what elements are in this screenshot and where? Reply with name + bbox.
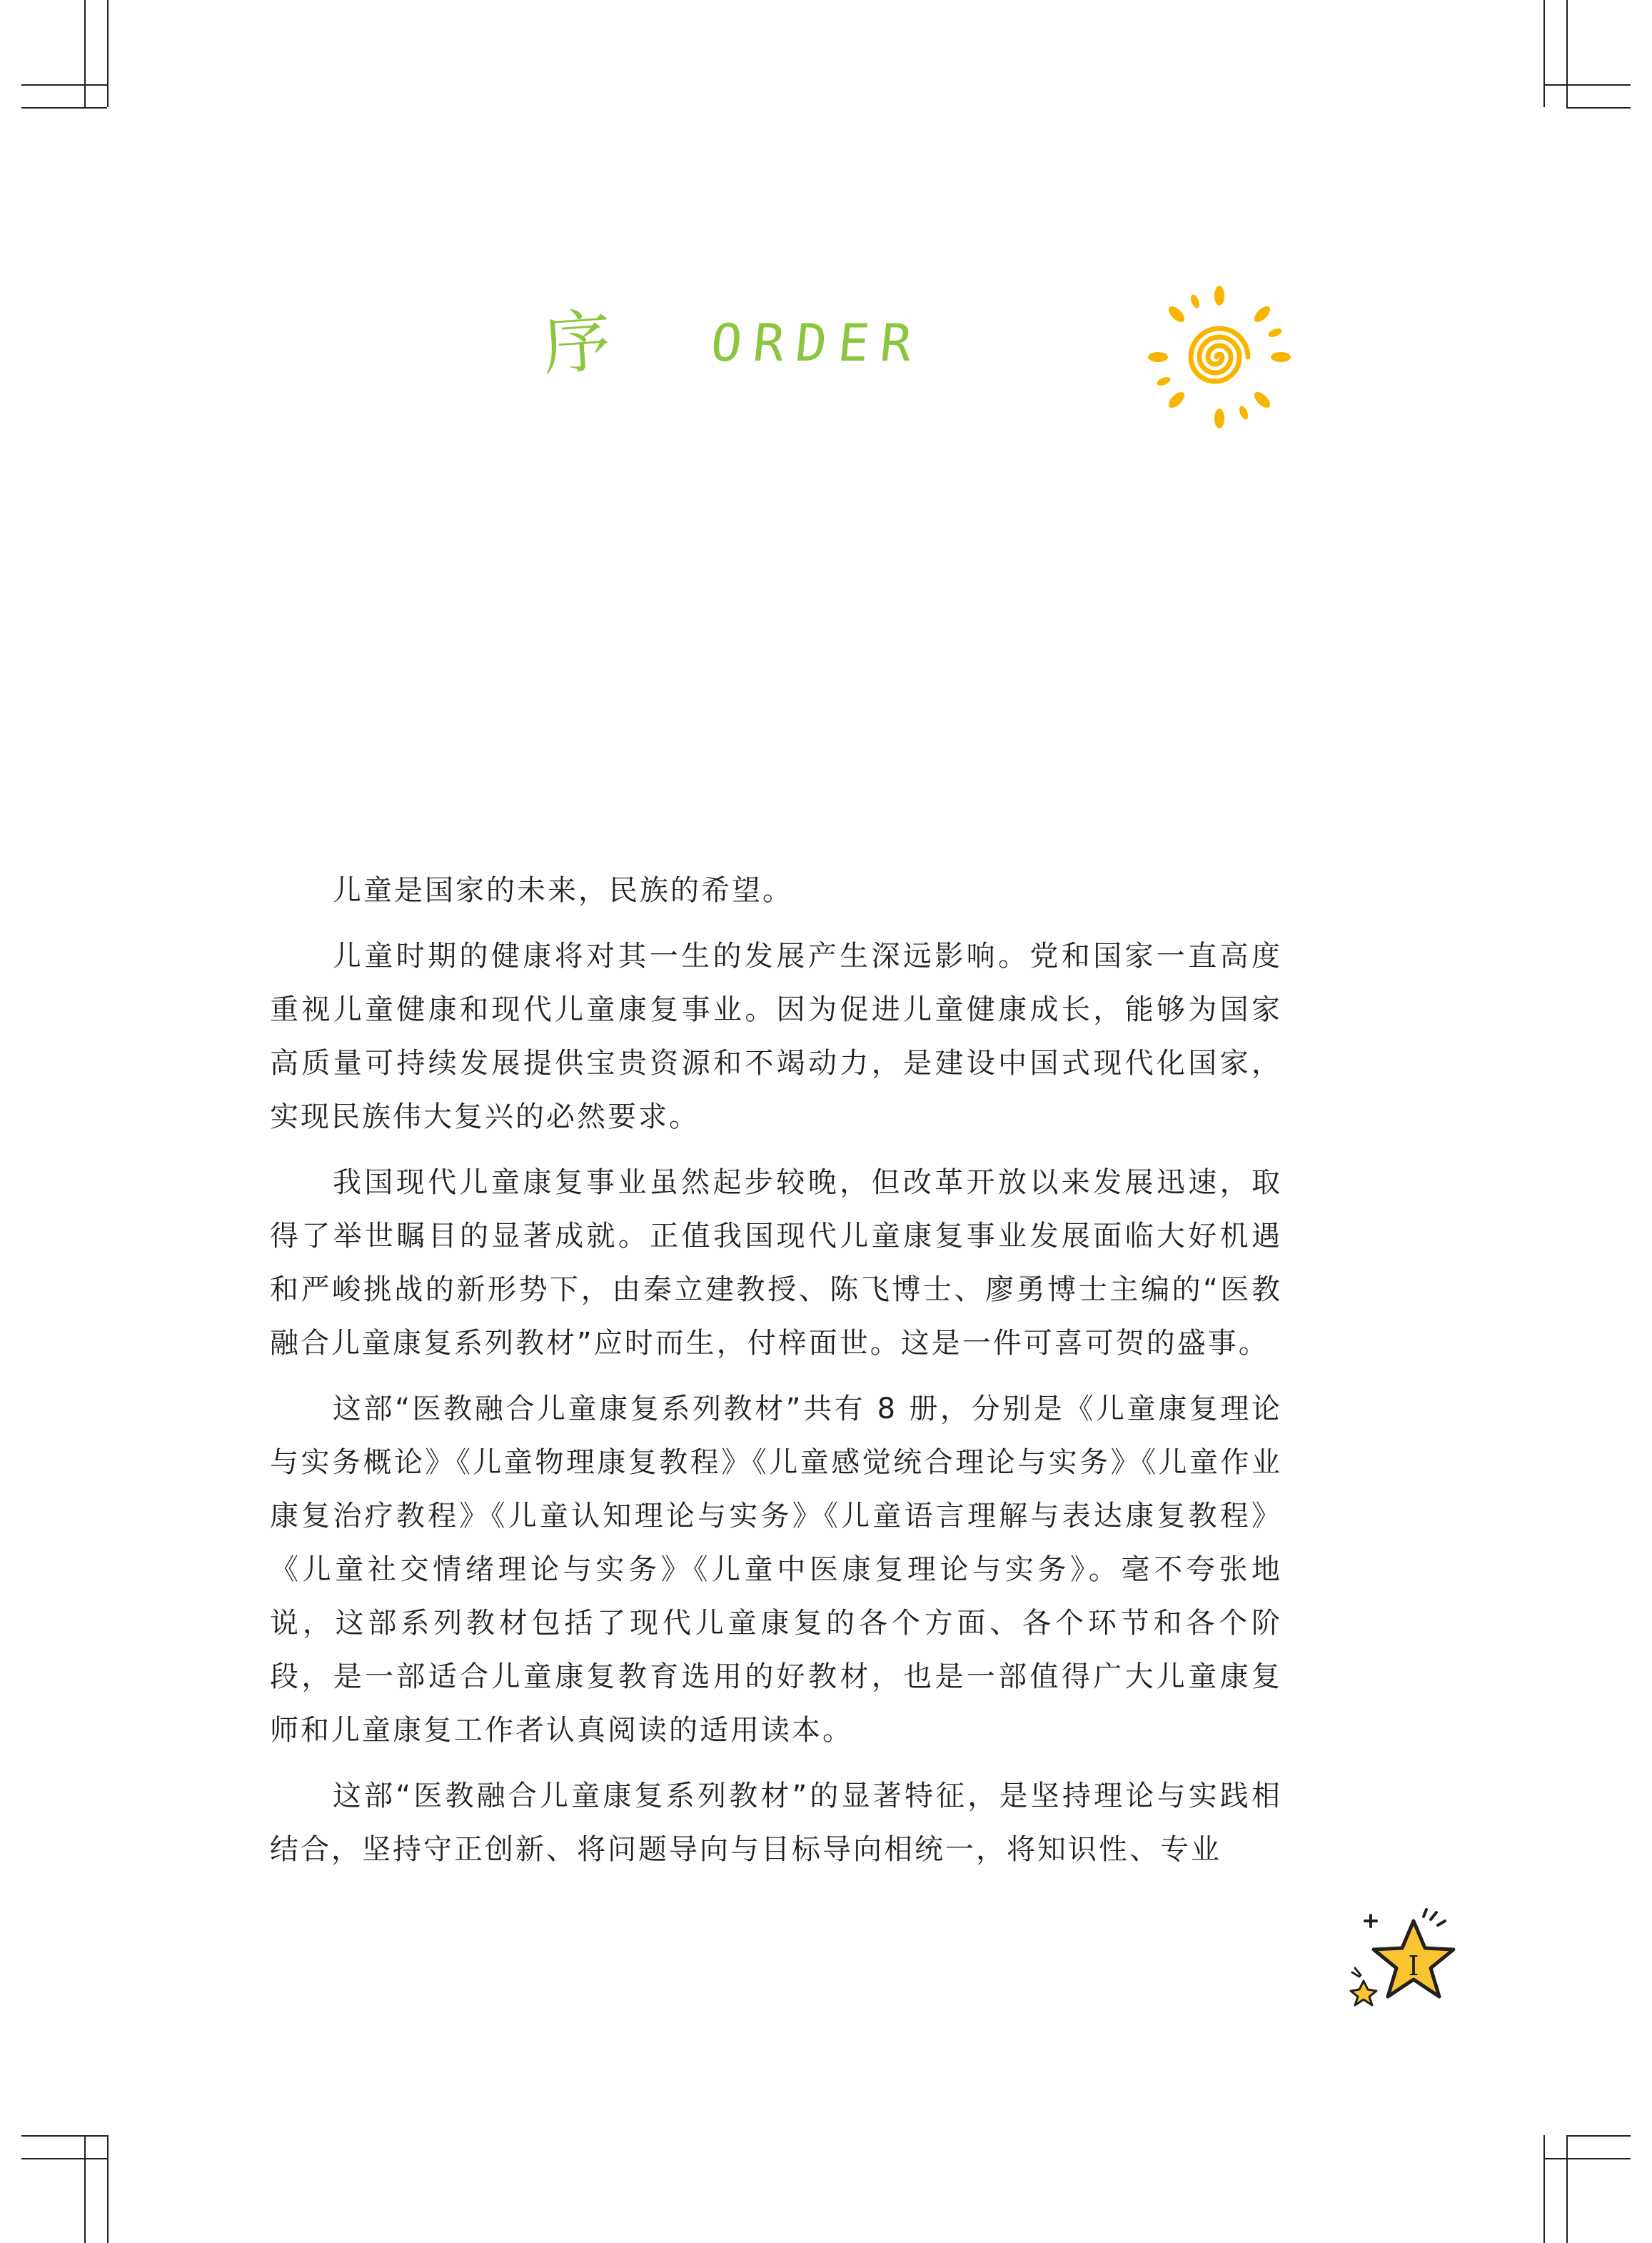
heading-chinese: 序 bbox=[540, 300, 614, 386]
star-page-badge-icon bbox=[1349, 1907, 1464, 2014]
paragraph: 我国现代儿童康复事业虽然起步较晚，但改革开放以来发展迅速，取得了举世瞩目的显著成就。正值我国现代儿童康复事业发展面临大好机遇和严峻挑战的新形势下，由秦立建教授、陈飞博士、廖勇博士主编的“医教融合儿童康复系列教材”应时而生，付梓面世。这是一件可喜可贺的盛事。 bbox=[270, 1166, 1282, 1360]
paragraph: 这部“医教融合儿童康复系列教材”的显著特征，是坚持理论与实践相结合，坚持守正创新、将问题导向与目标导向相统一，将知识性、专业 bbox=[270, 1780, 1282, 1866]
paragraph: 这部“医教融合儿童康复系列教材”共有 8 册，分别是《儿童康复理论与实务概论》《儿童物理康复教程》《儿童感觉统合理论与实务》《儿童作业康复治疗教程》《儿童认知理论与实务》《儿童语言理解与表达康复教程》《儿童社交情绪理论与实务》《儿童中医康复理论与实务》。毫不夸张地说，这部系列教材包括了现代儿童康复的各个方面、各个环节和各个阶段，是一部适合儿童康复教育选用的好教材，也是一部值得广大儿童康复师和儿童康复工作者认真阅读的适用读本。 bbox=[270, 1393, 1282, 1747]
crop-mark bbox=[1543, 2158, 1631, 2159]
crop-mark bbox=[21, 2158, 107, 2159]
crop-mark bbox=[1543, 0, 1545, 107]
crop-mark bbox=[84, 0, 86, 107]
crop-mark bbox=[1566, 2135, 1631, 2137]
crop-mark bbox=[1566, 2135, 1568, 2243]
page-heading bbox=[540, 300, 927, 386]
crop-mark bbox=[84, 2135, 86, 2243]
preface-body bbox=[270, 864, 1282, 1889]
crop-mark bbox=[107, 2135, 109, 2243]
sun-spiral-icon bbox=[1148, 286, 1291, 428]
crop-mark bbox=[1543, 2135, 1545, 2243]
crop-mark bbox=[1543, 84, 1631, 86]
paragraph: 儿童时期的健康将对其一生的发展产生深远影响。党和国家一直高度重视儿童健康和现代儿童康复事业。因为促进儿童健康成长，能够为国家高质量可持续发展提供宝贵资源和不竭动力，是建设中国式现代化国家，实现民族伟大复兴的必然要求。 bbox=[270, 940, 1282, 1133]
crop-mark bbox=[1566, 107, 1631, 109]
crop-mark bbox=[21, 107, 107, 109]
page-number: I bbox=[1408, 1950, 1419, 1982]
heading-english: ORDER bbox=[707, 313, 927, 373]
crop-mark bbox=[107, 0, 109, 107]
crop-mark bbox=[21, 84, 107, 86]
crop-mark bbox=[21, 2135, 107, 2137]
paragraph: 儿童是国家的未来，民族的希望。 bbox=[333, 874, 793, 907]
crop-mark bbox=[1566, 0, 1568, 107]
